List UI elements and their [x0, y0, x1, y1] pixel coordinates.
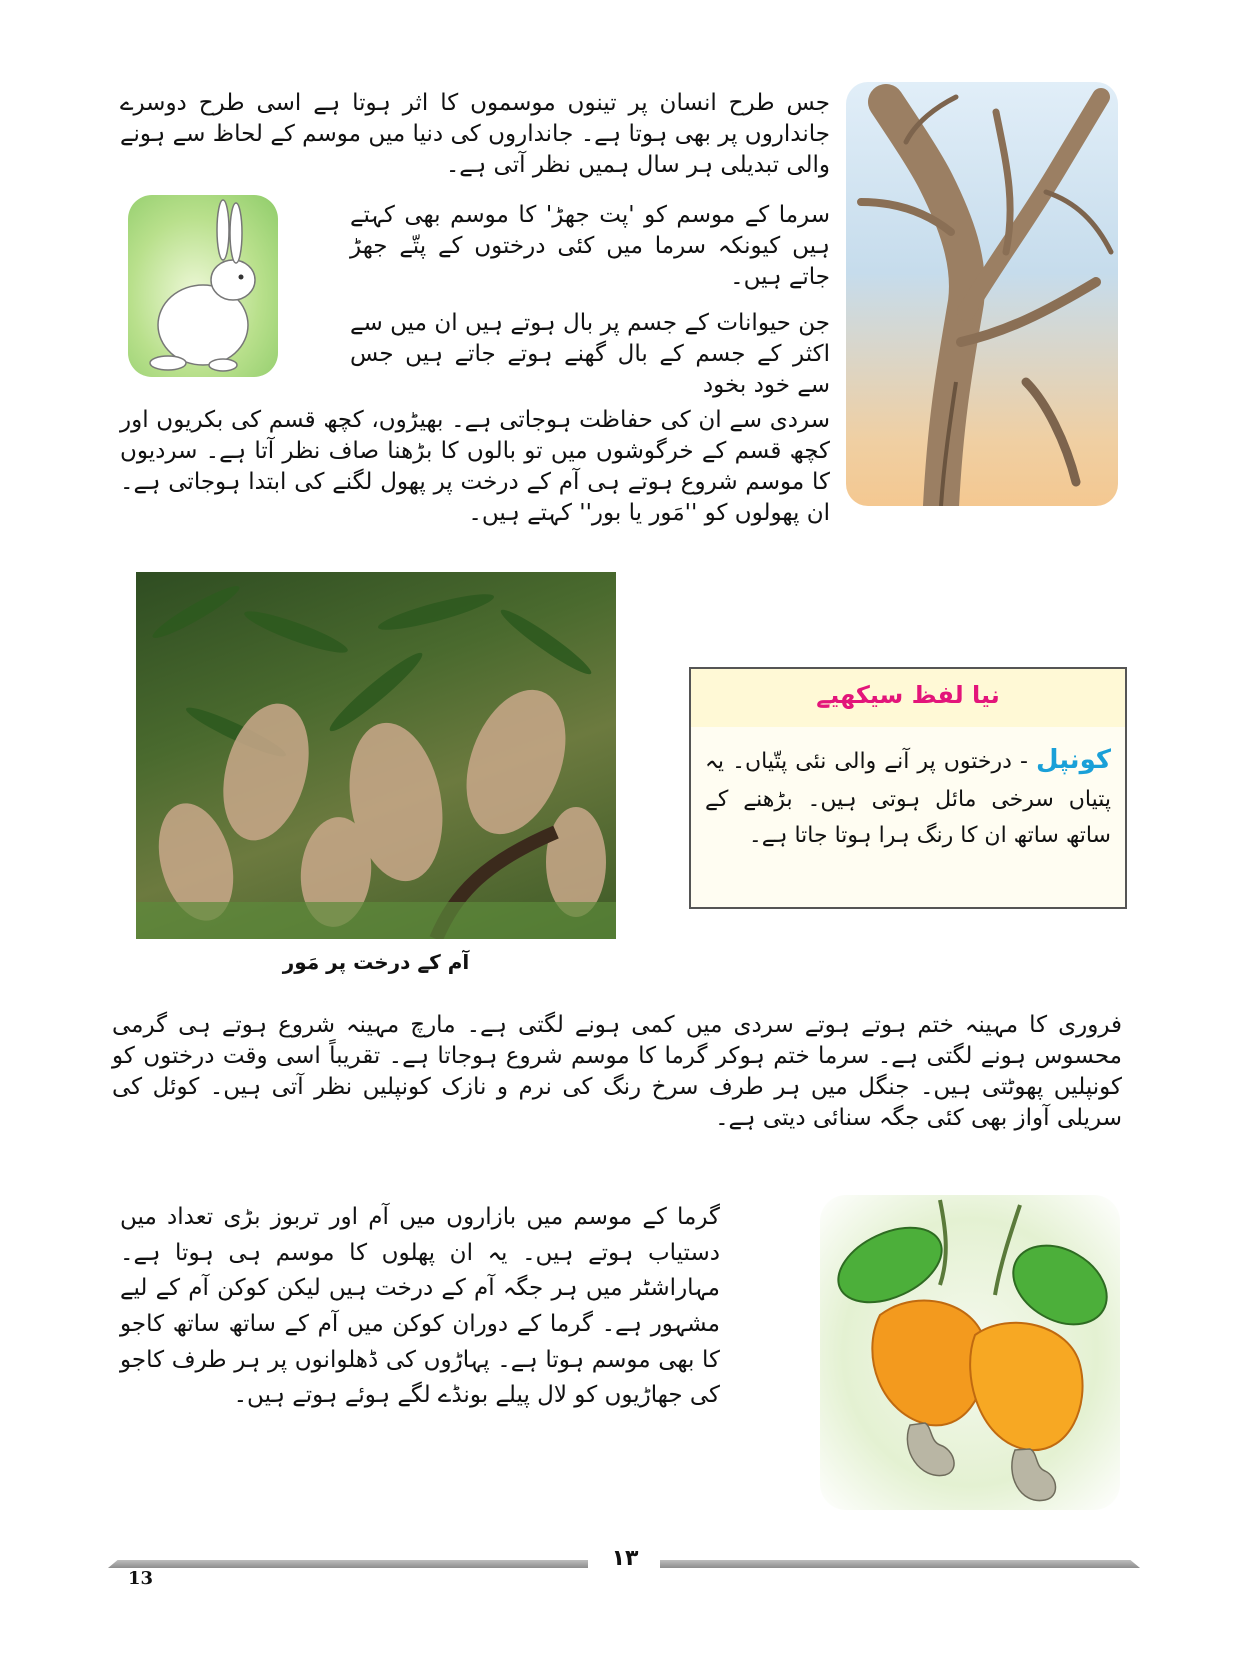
rabbit-drawing [128, 195, 278, 377]
new-word-header [691, 669, 1125, 727]
new-word-body [705, 739, 1111, 854]
new-word-box [689, 667, 1127, 909]
mango-blossom-photo [136, 572, 616, 939]
new-word-term: کونپل [1035, 745, 1111, 775]
rabbit-illustration [128, 195, 278, 377]
animals-text-start: جن حیوانات کے جسم پر بال ہوتے ہیں ان میں سے اکثر کے جسم کے بال گھنے ہوتے جاتے ہیں جس سے خود بخود [350, 310, 830, 399]
tree-illustration [846, 82, 1118, 506]
summer-paragraph [120, 1200, 720, 1414]
animals-text-end: سردی سے ان کی حفاظت ہوجاتی ہے۔ بھیڑوں، کچھ قسم کی بکریوں اور کچھ قسم کے خرگوشوں میں تو بالوں کا بڑھنا صاف نظر آتا ہے۔ سردیوں کا موسم شروع ہوتے ہی آم کے درخت پر پھول لگنے کی ابتدا ہوجاتی ہے۔ ان پھولوں کو ''مَور یا بور'' کہتے ہیں۔ [120, 407, 830, 527]
photo-caption: آم کے درخت پر مَور [282, 950, 470, 974]
animals-paragraph-start [350, 308, 830, 401]
intro-text: جس طرح انسان پر تینوں موسموں کا اثر ہوتا ہے اسی طرح دوسرے جانداروں پر بھی ہوتا ہے۔ جانداروں کی دنیا میں موسم کے لحاظ سے ہونے والی تبدیلی ہر سال ہمیں نظر آتی ہے۔ [120, 90, 830, 179]
winter-paragraph [350, 200, 830, 293]
cashew-fruit-illustration [820, 1195, 1120, 1510]
footer-rule-left [108, 1560, 588, 1568]
mango-blossom-drawing [136, 572, 616, 939]
intro-paragraph [120, 88, 830, 181]
tree-drawing [846, 82, 1118, 506]
footer-rule-right [660, 1560, 1140, 1568]
page-number-urdu: ١٣ [611, 1546, 639, 1571]
spring-paragraph [112, 1010, 1122, 1134]
new-word-definition: - درختوں پر آنے والی نئی پتّیاں۔ یہ پتیاں سرخی مائل ہوتی ہیں۔ بڑھنے کے ساتھ ساتھ ان کا رنگ ہرا ہوتا جاتا ہے۔ [705, 749, 1111, 849]
new-word-title: نیا لفظ سیکھیے [816, 681, 1000, 709]
winter-text: سرما کے موسم کو 'پت جھڑ' کا موسم بھی کہتے ہیں کیونکہ سرما میں کئی درختوں کے پتّے جھڑ جاتے ہیں۔ [350, 202, 830, 291]
summer-text: گرما کے موسم میں بازاروں میں آم اور تربوز بڑی تعداد میں دستیاب ہوتے ہیں۔ یہ ان پھلوں کا موسم ہی ہوتا ہے۔ مہاراشٹر میں ہر جگہ آم کے درخت ہیں لیکن کوکن آم کے لیے مشہور ہے۔ گرما کے دوران کوکن میں آم کے ساتھ ساتھ کاجو کا بھی موسم ہوتا ہے۔ پہاڑوں کی ڈھلوانوں پر ہر طرف کاجو کی جھاڑیوں کو لال پیلے بونڈے لگے ہوئے ہوتے ہیں۔ [120, 1204, 720, 1409]
animals-paragraph-end [120, 405, 830, 529]
spring-text: فروری کا مہینہ ختم ہوتے ہوتے سردی میں کمی ہونے لگتی ہے۔ مارچ مہینہ شروع ہوتے ہی گرمی محسوس ہونے لگتی ہے۔ سرما ختم ہوکر گرما کا موسم شروع ہوجاتا ہے۔ تقریباً اسی وقت درختوں کو کونپلیں پھوٹتی ہیں۔ جنگل میں ہر طرف سرخ رنگ کی نرم و نازک کونپلیں نظر آتی ہیں۔ کوئل کی سریلی آواز بھی کئی جگہ سنائی دیتی ہے۔ [112, 1012, 1122, 1132]
page-number: 13 [128, 1568, 154, 1589]
cashew-drawing [820, 1195, 1120, 1510]
